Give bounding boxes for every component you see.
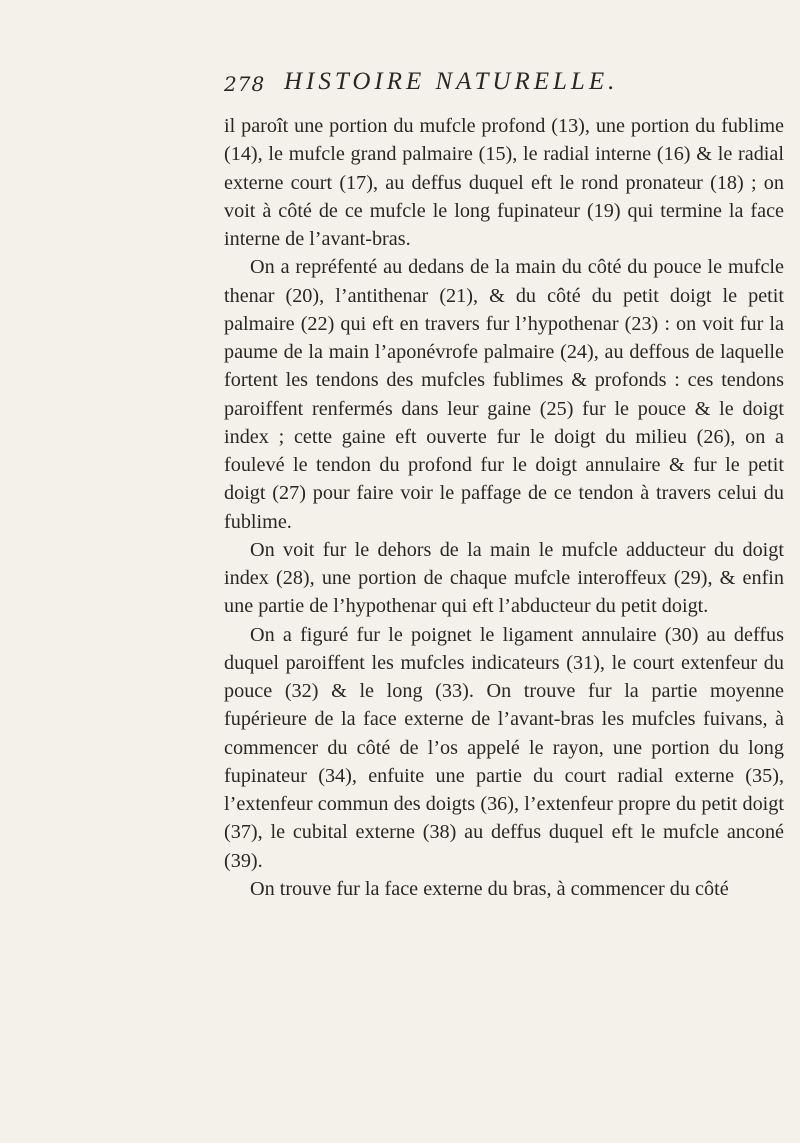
page-number: 278 <box>224 72 266 96</box>
paragraph: On trouve fur la face externe du bras, à commencer du côté <box>250 877 729 900</box>
paragraph: On a figuré fur le poignet le ligament annulaire (30) au deffus duquel paroiffent les mufcles indicateurs (31), le court extenfeur du pouce (32) & le long (33). On trouve fur la partie moyenne fupérieure de la face externe de l’avant-bras les mufcles fuivans, à commencer du côté de l’os appelé le rayon, une portion du long fupinateur (34), enfuite une partie du court radial externe (35), l’extenfeur commun des doigts (36), l’extenfeur propre du petit doigt (37), le cubital externe (38) au deffus duquel eft le mufcle anconé (39). <box>224 623 784 872</box>
body-text <box>224 112 784 903</box>
paragraph: il paroît une portion du mufcle profond (13), une portion du fublime (14), le mufcle grand palmaire (15), le radial interne (16) & le radial externe court (17), au deffus duquel eft le rond pronateur (18) ; on voit à côté de ce mufcle le long fupinateur (19) qui termine la face interne de l’avant-bras. <box>224 115 784 250</box>
page-header <box>224 66 784 100</box>
paragraph: On voit fur le dehors de la main le mufcle adducteur du doigt index (28), une portion de chaque mufcle interoffeux (29), & enfin une partie de l’hypothenar qui eft l’abducteur du petit doigt. <box>224 538 784 618</box>
running-title: HISTOIRE NATURELLE. <box>284 68 619 95</box>
paragraph: On a repréfenté au dedans de la main du côté du pouce le mufcle thenar (20), l’antithenar (21), & du côté du petit doigt le petit palmaire (22) qui eft en travers fur l’hypothenar (23) : on voit fur la paume de la main l’aponévrofe palmaire (24), au deffous de laquelle fortent les tendons des mufcles fublimes & profonds : ces tendons paroiffent renfermés dans leur gaine (25) fur le pouce & le doigt index ; cette gaine eft ouverte fur le doigt du milieu (26), on a foulevé le tendon du profond fur le doigt annulaire & fur le petit doigt (27) pour faire voir le paffage de ce tendon à travers celui du fublime. <box>224 256 784 533</box>
